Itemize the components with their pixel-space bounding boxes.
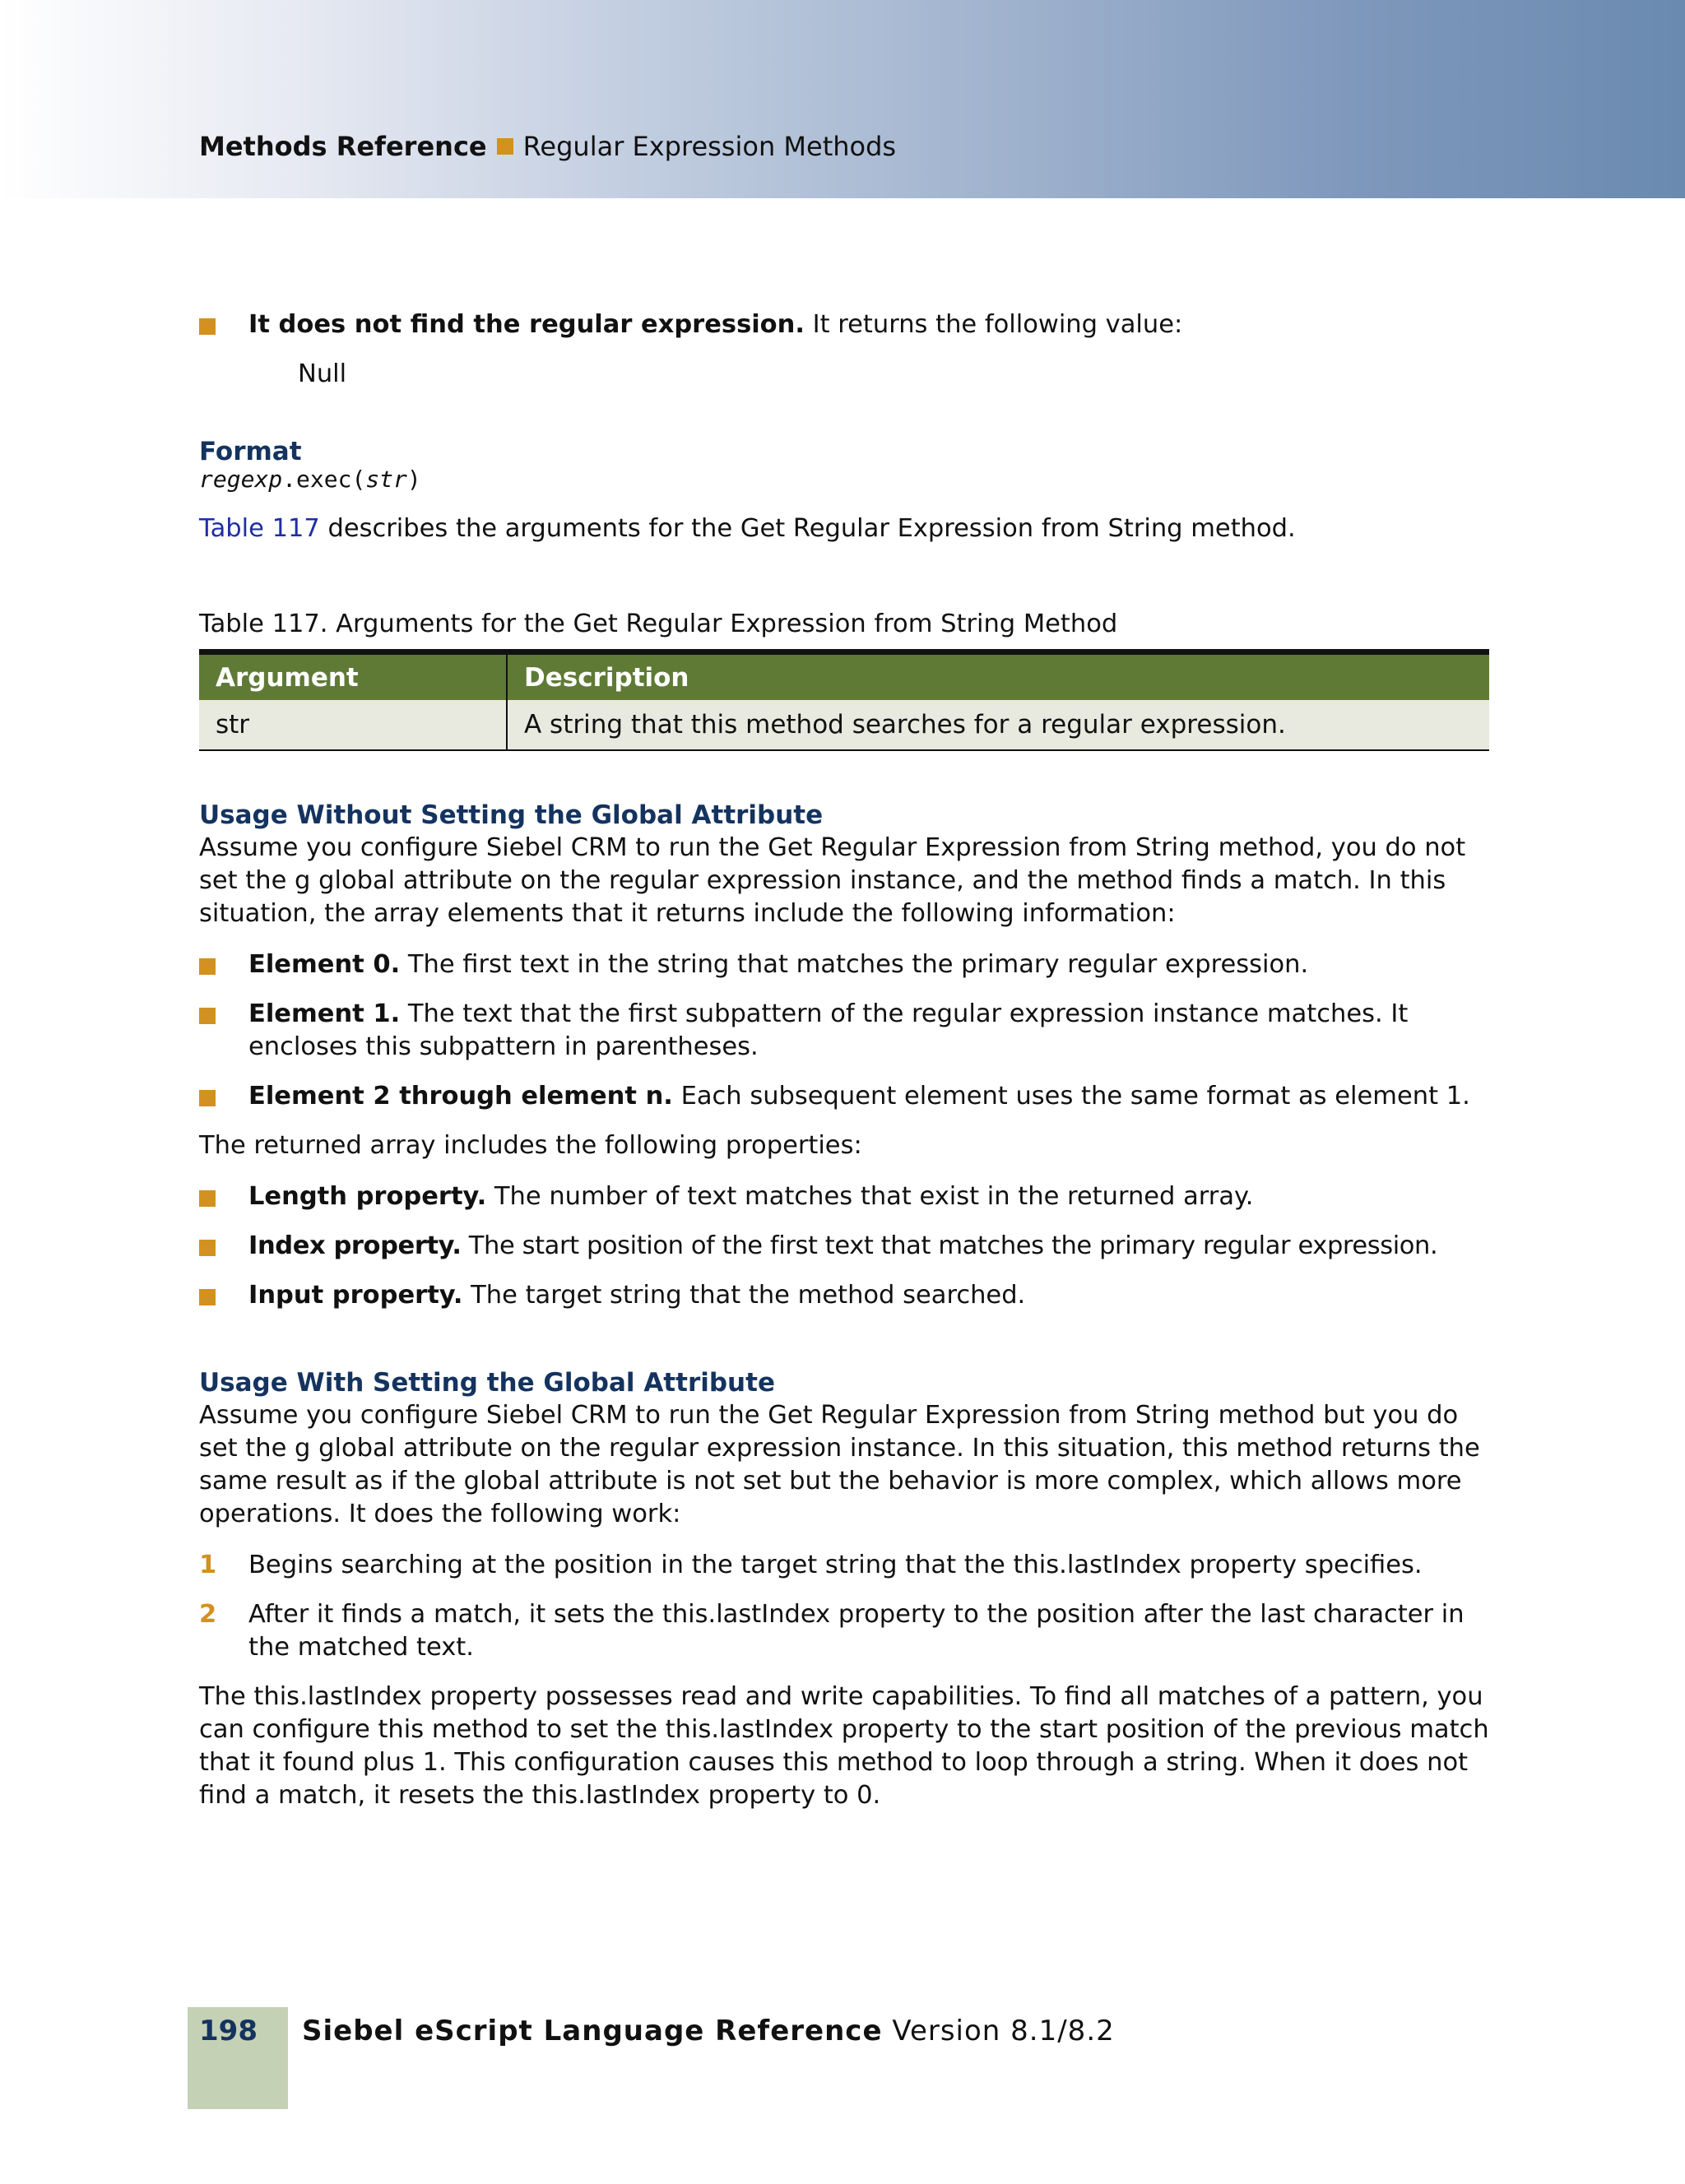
format-ref-text: describes the arguments for the Get Regular Expression from String method. [319,514,1296,543]
step-text: Begins searching at the position in the target string that the this.lastIndex property specifies. [248,1551,1423,1579]
bullet-bold: Element 0. [248,950,401,979]
step-number: 2 [199,1600,217,1629]
code-method: .exec( [282,466,366,493]
bullet-bold: Element 1. [248,999,401,1028]
bullet-text: The first text in the string that matches the primary regular expression. [400,950,1309,979]
column-header: Description [507,652,1489,701]
usage-with-para: Assume you configure Siebel CRM to run the Get Regular Expression from String method but you do set the g global attribute on the regular expression instance. In this situation, this method returns the same result as if the global attribute is not set but the behavior is more complex, which allows more operations. It does the following work: [199,1401,1480,1528]
list-item [199,948,1491,981]
table-ref-link[interactable]: Table 117 [199,514,320,543]
running-head-section: Methods Reference [199,131,487,162]
column-header: Argument [199,652,507,701]
step-number: 1 [199,1551,217,1579]
square-bullet-icon [199,1289,216,1305]
table-cell: str [199,700,507,750]
square-bullet-icon [199,958,216,975]
list-item [199,998,1491,1064]
numbered-step [199,1598,1491,1664]
usage-without-para: Assume you configure Siebel CRM to run the Get Regular Expression from String method, you do not set the g global attribute on the regular expression instance, and the method finds a match. In this situation, the array elements that it returns include the following information: [199,833,1466,928]
arguments-table [199,649,1489,751]
bullet-bold: Input property. [248,1281,463,1310]
page-content [199,308,1491,1812]
header-band [0,0,1685,198]
intro-bullet [199,308,1491,341]
code-close: ) [406,466,421,493]
table-header-row [199,652,1489,701]
book-version: Version 8.1/8.2 [882,2015,1115,2047]
square-bullet-icon [199,1190,216,1207]
format-ref [199,512,1491,545]
page-number: 198 [199,2015,258,2047]
usage-without-heading: Usage Without Setting the Global Attribute [199,800,824,830]
code-arg: str [365,466,407,493]
square-bullet-icon [199,1240,216,1256]
bullet-bold: Element 2 through element n. [248,1082,673,1111]
bullet-text: The text that the first subpattern of the regular expression instance matches. It encloses this subpattern in parentheses. [248,999,1409,1061]
bullet-text: The target string that the method searched. [462,1281,1026,1310]
table-row [199,700,1489,750]
format-code [199,463,1491,496]
bullet-text: It returns the following value: [804,310,1183,339]
square-bullet-icon [199,1008,216,1024]
table-cell: A string that this method searches for a regular expression. [507,700,1489,750]
list-item [199,1230,1491,1263]
bullet-text: Each subsequent element uses the same format as element 1. [672,1082,1470,1111]
props-intro: The returned array includes the following properties: [199,1131,862,1160]
format-heading: Format [199,437,302,466]
list-item [199,1279,1491,1312]
footer-title [302,2014,1115,2048]
list-item [199,1180,1491,1213]
square-bullet-icon [199,318,216,335]
bullet-bold: Length property. [248,1182,487,1211]
square-bullet-icon [497,138,513,155]
closing-para: The this.lastIndex property possesses read and write capabilities. To find all matches of a pattern, you can configure this method to set the this.lastIndex property to the start position of the previous match that it found plus 1. This configuration causes this method to loop through a string. When it does not find a match, it resets the this.lastIndex property to 0. [199,1682,1489,1810]
null-value: Null [298,359,347,388]
bullet-bold: Index property. [248,1231,462,1260]
bullet-bold: It does not find the regular expression. [248,310,805,339]
running-head-subsection: Regular Expression Methods [522,131,897,162]
table-caption: Table 117. Arguments for the Get Regular Expression from String Method [199,610,1118,638]
running-head [199,130,896,163]
book-title: Siebel eScript Language Reference [302,2015,883,2047]
step-text: After it finds a match, it sets the this.lastIndex property to the position after the last character in the matched text. [248,1600,1465,1662]
numbered-step [199,1549,1491,1582]
list-item [199,1080,1491,1113]
code-object: regexp [199,466,283,493]
square-bullet-icon [199,1090,216,1106]
bullet-text: The start position of the first text that matches the primary regular expression. [461,1231,1438,1260]
bullet-text: The number of text matches that exist in the returned array. [486,1182,1254,1211]
usage-with-heading: Usage With Setting the Global Attribute [199,1368,775,1398]
